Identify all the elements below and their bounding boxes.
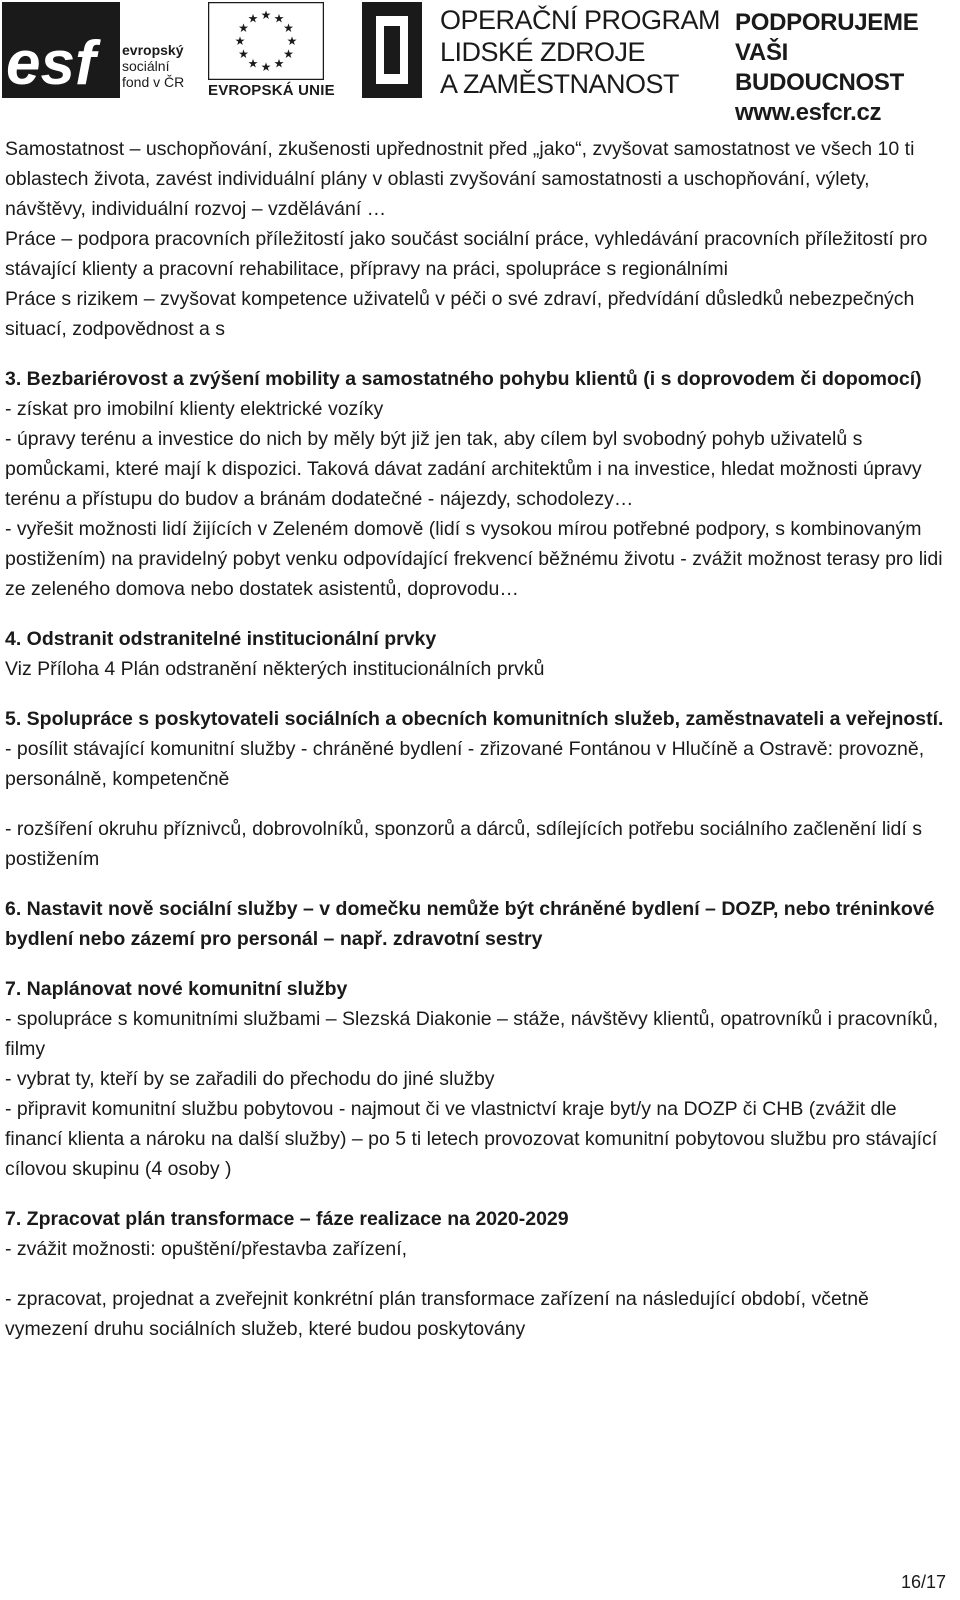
section-6-heading: 6. Nastavit nově sociální služby – v domečku nemůže být chráněné bydlení – DOZP, nebo tréninkové bydlení nebo zázemí pro personál – např. zdravotní sestry: [5, 898, 935, 950]
esf-logo: [2, 2, 120, 98]
eu-star-icon: ★: [283, 47, 294, 61]
esf-tagline: [122, 42, 184, 90]
eu-star-icon: ★: [273, 56, 285, 71]
section-7-item-3: - připravit komunitní službu pobytovou - najmout či ve vlastnictví kraje byt/y na DOZP či CHB (zvážit dle financí klienta a nároku na další služby) – po 5 ti letech provozovat komunitní pobytovou službu pro stávající cílovou skupinu (4 osoby ): [5, 1098, 938, 1180]
eu-star-icon: ★: [286, 34, 298, 48]
eu-star-icon: ★: [238, 21, 249, 35]
document-body: [5, 134, 955, 1344]
support-line-2: VAŠI BUDOUCNOST: [735, 39, 904, 96]
eu-star-icon: ★: [234, 34, 246, 48]
eu-star-icon: ★: [247, 56, 259, 71]
op-program-name: [440, 4, 720, 100]
op-line-1: OPERAČNÍ PROGRAM: [440, 5, 721, 35]
section-7-heading: 7. Naplánovat nové komunitní služby: [5, 978, 348, 1000]
section-heading: [5, 704, 955, 734]
eu-star-icon: ★: [247, 11, 259, 26]
esf-line-1: evropský: [122, 42, 184, 58]
eu-star-icon: ★: [238, 47, 249, 61]
intro-paragraph-2: Práce – podpora pracovních příležitostí jako součást sociální práce, vyhledávání pracovních příležitostí pro stávající klienty a pracovní rehabilitace, přípravy na práci, spolupráce s regionálními: [5, 228, 928, 280]
section-7b-item-2: - zpracovat, projednat a zveřejnit konkrétní plán transformace zařízení na následující období, včetně vymezení druhu sociálních služeb, které budou poskytovány: [5, 1288, 869, 1340]
section-heading: [5, 1204, 955, 1234]
section-heading: [5, 894, 955, 954]
section-3-item-1: - získat pro imobilní klienty elektrické vozíky: [5, 398, 384, 420]
section-7-item-2: - vybrat ty, kteří by se zařadili do přechodu do jiné služby: [5, 1068, 495, 1090]
op-line-3: A ZAMĚSTNANOST: [440, 69, 680, 99]
eu-label: EVROPSKÁ UNIE: [208, 82, 335, 99]
section-5-heading: 5. Spolupráce s poskytovateli sociálních a obecních komunitních služeb, zaměstnavateli a veřejností.: [5, 708, 944, 730]
op-line-2: LIDSKÉ ZDROJE: [440, 37, 646, 67]
section-5-item-1: - posílit stávající komunitní služby - chráněné bydlení - zřizované Fontánou v Hlučíně a Ostravě: provozně, personálně, kompetenčně: [5, 738, 925, 790]
eu-star-icon: ★: [283, 21, 294, 35]
section-3-heading: 3. Bezbariérovost a zvýšení mobility a samostatného pohybu klientů (i s doprovodem či dopomocí): [5, 368, 922, 390]
eu-star-icon: ★: [260, 60, 272, 74]
eu-star-icon: ★: [273, 11, 285, 26]
esf-line-2: sociální: [122, 58, 170, 74]
logo-banner: [0, 0, 960, 126]
section-3-item-2: - úpravy terénu a investice do nich by měly být již jen tak, aby cílem byl svobodný pohyb uživatelů s pomůckami, které mají k dispozici. Taková dávat zadání architektům i na investice, hledat možnosti úpravy terénu a přístupu do budov a bránám dodatečné - nájezdy, schodolezy…: [5, 428, 922, 510]
section-4-text: Viz Příloha 4 Plán odstranění některých institucionálních prvků: [5, 658, 545, 680]
section-heading: [5, 624, 955, 654]
op-logo-mark: [362, 2, 422, 98]
intro-paragraph-3: Práce s rizikem – zvyšovat kompetence uživatelů v péči o své zdraví, předvídání důsledků nebezpečných situací, zodpovědnost a s: [5, 288, 915, 340]
esf-mark: esf: [6, 29, 96, 98]
section-5-item-2: - rozšíření okruhu příznivců, dobrovolníků, sponzorů a dárců, sdílejících potřebu sociálního začlenění lidí s postižením: [5, 818, 922, 870]
section-heading: [5, 974, 955, 1004]
section-heading: [5, 364, 955, 394]
eu-star-icon: ★: [260, 8, 272, 22]
section-7b-heading: 7. Zpracovat plán transformace – fáze realizace na 2020-2029: [5, 1208, 569, 1230]
page-number: 16/17: [900, 1572, 946, 1592]
support-line-1: PODPORUJEME: [735, 9, 919, 36]
intro-paragraph-1: Samostatnost – uschopňování, zkušenosti upřednostnit před „jako“, zvyšovat samostatnost ve všech 10 ti oblastech života, zavést individuální plány v oblasti zvyšování samostatnosti a uschopňování, výlety, návštěvy, individuální rozvoj – vzdělávání …: [5, 138, 915, 220]
section-7b-item-1: - zvážit možnosti: opuštění/přestavba zařízení,: [5, 1238, 408, 1260]
eu-flag-icon: [208, 2, 324, 80]
section-7-item-1: - spolupráce s komunitními službami – Slezská Diakonie – stáže, návštěvy klientů, opatrovníků i pracovníků, filmy: [5, 1008, 939, 1060]
esf-url-link[interactable]: www.esfcr.cz: [735, 99, 882, 126]
section-3-item-3: - vyřešit možnosti lidí žijících v Zeleném domově (lidí s vysokou mírou potřebné podpory, s kombinovaným postižením) na pravidelný pobyt venku odpovídající frekvencí běžnému životu - zvážit možnost terasy pro lidi ze zeleného domova nebo dostatek asistentů, doprovodu…: [5, 518, 943, 600]
support-slogan: [735, 8, 960, 128]
section-4-heading: 4. Odstranit odstranitelné institucionální prvky: [5, 628, 437, 650]
esf-line-3: fond v ČR: [122, 74, 185, 90]
